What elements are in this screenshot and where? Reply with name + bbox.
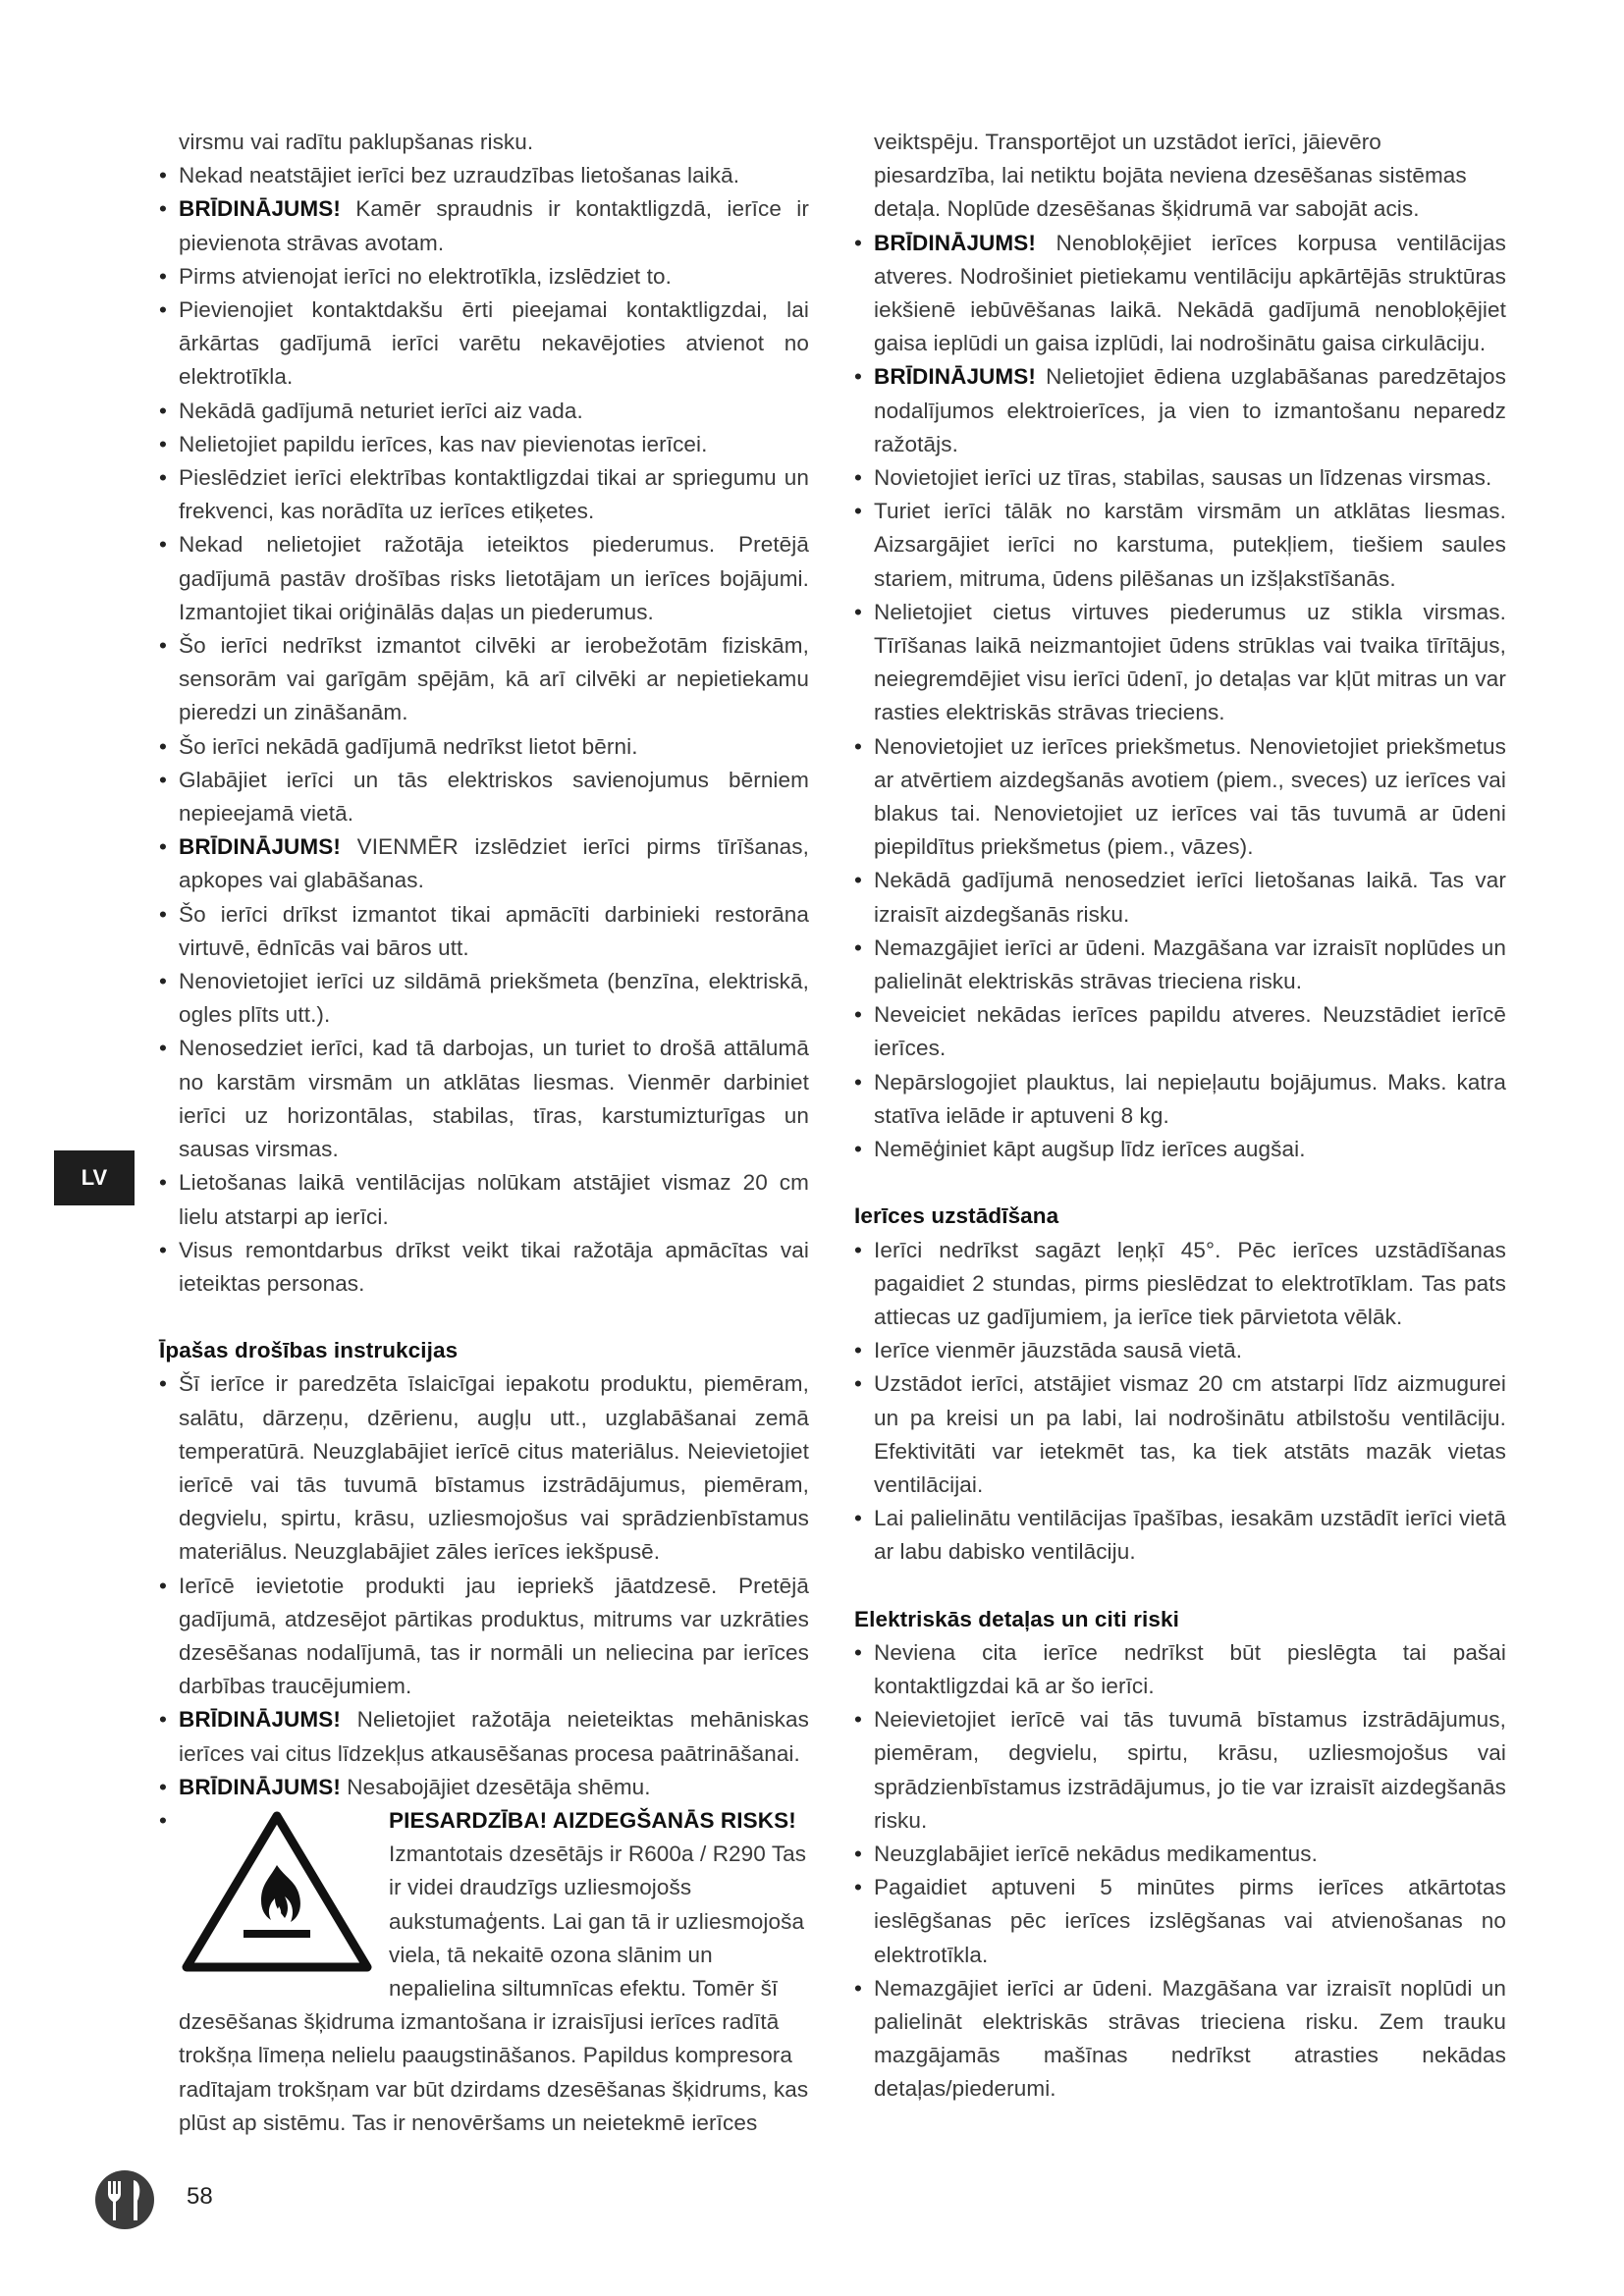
list-item: • Neuzglabājiet ierīcē nekādus medikamentus.: [854, 1838, 1506, 1871]
list-item: • Neveiciet nekādas ierīces papildu atveres. Neuzstādiet ierīcē ierīces.: [854, 998, 1506, 1065]
left-column: [159, 126, 809, 2140]
list-item: • Lietošanas laikā ventilācijas nolūkam atstājiet vismaz 20 cm lielu atstarpi ap ierīci.: [159, 1166, 809, 1233]
list-item: [159, 830, 809, 897]
list-item-text: Izmantotais dzesētājs ir R600a / R290 Tas ir videi draudzīgs uzliesmojošs aukstumaģents. Lai gan tā ir uzliesmojoša viela, tā nekaitē ozona slānim un nepalielina siltumnīcas efektu. Tomēr šī dzesēšanas šķidruma izmantošana ir izraisījusi ierīces radītā trokšņa līmeņa nelielu paaugstināšanos. Papildus kompresora radītajam trokšņam var būt dzirdams dzesēšanas šķidrums, kas plūst ap sistēmu. Tas ir nenovēršams un neietekmē ierīces: [179, 1842, 809, 2135]
list-item-text: Nelietojiet ražotāja neieteiktas mehāniskas ierīces vai citus līdzekļus atkausēšanas procesa paātrināšanai.: [179, 1707, 809, 1766]
flammable-warning-icon: [179, 1808, 375, 1975]
list-item: • Ierīci nedrīkst sagāzt leņķī 45°. Pēc ierīces uzstādīšanas pagaidiet 2 stundas, pirms pieslēdzat to elektrotīklam. Tas pats attiecas uz gadījumiem, ja ierīce tiek pārvietota vēlāk.: [854, 1234, 1506, 1335]
list-item: • Novietojiet ierīci uz tīras, stabilas, sausas un līdzenas virsmas.: [854, 461, 1506, 495]
section-heading: Īpašas drošības instrukcijas: [159, 1338, 459, 1363]
list-item: • Šo ierīci nekādā gadījumā nedrīkst lietot bērni.: [159, 730, 809, 764]
list-item-text: VIENMĒR izslēdziet ierīci pirms tīrīšanas, apkopes vai glabāšanas.: [179, 834, 809, 893]
list-item: • Neviena cita ierīce nedrīkst būt pieslēgta tai pašai kontaktligzdai kā ar šo ierīci.: [854, 1636, 1506, 1703]
list-item-text: Nelietojiet ēdiena uzglabāšanas paredzētajos nodalījumos elektroierīces, ja vien to izmantošanu neparedz ražotājs.: [874, 364, 1506, 456]
warning-label: BRĪDINĀJUMS!: [179, 196, 341, 222]
list-item: [159, 1804, 809, 2140]
list-item: • Glabājiet ierīci un tās elektriskos savienojumus bērniem nepieejamā vietā.: [159, 764, 809, 830]
list-item: • Nekādā gadījumā neturiet ierīci aiz vada.: [159, 395, 809, 428]
continued-text: virsmu vai radītu paklupšanas risku.: [179, 130, 534, 154]
language-tab: LV: [54, 1150, 135, 1205]
list-item: • Nemazgājiet ierīci ar ūdeni. Mazgāšana var izraisīt noplūdi un palielināt elektriskās strāvas trieciena risku. Zem trauku mazgājamās mašīnas nedrīkst atrasties nekādas detaļas/piederumi.: [854, 1972, 1506, 2107]
list-item: • Nepārslogojiet plauktus, lai nepieļautu bojājumus. Maks. katra statīva ielāde ir aptuveni 8 kg.: [854, 1066, 1506, 1133]
list-item: • Nekad nelietojiet ražotāja ieteiktos piederumus. Pretējā gadījumā pastāv drošības risks lietotājam un ierīces bojājumi. Izmantojiet tikai oriģinālās daļas un piederumus.: [159, 528, 809, 629]
warning-label: BRĪDINĀJUMS!: [874, 230, 1036, 255]
list-item: • Uzstādot ierīci, atstājiet vismaz 20 cm atstarpi līdz aizmugurei un pa kreisi un pa labi, lai nodrošinātu atbilstošu ventilāciju. Efektivitāti var ietekmēt tas, ka tiek atstāts mazāk vietas ventilācijai.: [854, 1367, 1506, 1502]
list-item: [159, 192, 809, 259]
list-item: • Nelietojiet cietus virtuves piederumus uz stikla virsmas. Tīrīšanas laikā neizmantojiet ūdens strūklas vai tvaika tīrītājus, neiegremdējiet visu ierīci ūdenī, jo detaļas var kļūt mitras un var rasties elektriskās strāvas trieciens.: [854, 596, 1506, 730]
list-item: • Nekādā gadījumā nenosedziet ierīci lietošanas laikā. Tas var izraisīt aizdegšanās risku.: [854, 864, 1506, 931]
warning-label: BRĪDINĀJUMS!: [179, 1774, 341, 1799]
section-heading: Elektriskās detaļas un citi riski: [854, 1606, 1179, 1631]
cutlery-icon: [94, 2169, 155, 2230]
list-item: [854, 227, 1506, 361]
list-item: [159, 1703, 809, 1770]
list-item: • Šī ierīce ir paredzēta īslaicīgai iepakotu produktu, piemēram, salātu, dārzeņu, dzērienu, augļu utt., uzglabāšanai zemā temperatūrā. Neuzglabājiet ierīcē citus materiālus. Neievietojiet ierīcē vai tās tuvumā bīstamus izstrādājumus, piemēram, degvielu, spirtu, krāsu, uzliesmojošus vai sprādzienbīstamus materiālus. Neuzglabājiet zāles ierīces iekšpusē.: [159, 1367, 809, 1569]
list-item: • Pieslēdziet ierīci elektrības kontaktligzdai tikai ar spriegumu un frekvenci, kas norādīta uz ierīces etiķetes.: [159, 461, 809, 528]
list-item-text: Kamēr spraudnis ir kontaktligzdā, ierīce ir pievienota strāvas avotam.: [179, 196, 809, 255]
list-item: • Visus remontdarbus drīkst veikt tikai ražotāja apmācītas vai ieteiktas personas.: [159, 1234, 809, 1301]
page-number: 58: [187, 2183, 213, 2210]
section-heading: Ierīces uzstādīšana: [854, 1203, 1059, 1229]
list-item: • Ierīcē ievietotie produkti jau iepriekš jāatdzesē. Pretējā gadījumā, atdzesējot pārtikas produktus, mitrums var uzkrāties dzesēšanas nodalījumā, tas ir normāli un neliecina par ierīces darbības traucējumiem.: [159, 1570, 809, 1704]
list-item: • Nenovietojiet ierīci uz sildāmā priekšmeta (benzīna, elektriskā, ogles plīts utt.).: [159, 965, 809, 1032]
list-item: • Nekad neatstājiet ierīci bez uzraudzības lietošanas laikā.: [159, 159, 809, 192]
list-item: [854, 360, 1506, 461]
warning-label: BRĪDINĀJUMS!: [874, 364, 1036, 390]
continued-text: veiktspēju. Transportējot un uzstādot ierīci, jāievēro piesardzība, lai netiktu bojāta neviena dzesēšanas sistēmas detaļa. Noplūde dzesēšanas šķidrumā var sabojāt acis.: [874, 130, 1467, 222]
list-item: • Šo ierīci nedrīkst izmantot cilvēki ar ierobežotām fiziskām, sensorām vai garīgām spējām, kā arī cilvēki ar nepietiekamu pieredzi un zināšanām.: [159, 629, 809, 730]
warning-label: PIESARDZĪBA! AIZDEGŠANĀS RISKS!: [389, 1807, 796, 1833]
list-item: • Turiet ierīci tālāk no karstām virsmām un atklātas liesmas. Aizsargājiet ierīci no karstuma, putekļiem, tiešiem saules stariem, mitruma, ūdens pilēšanas un izšļakstīšanās.: [854, 495, 1506, 596]
list-item: • Pirms atvienojat ierīci no elektrotīkla, izslēdziet to.: [159, 260, 809, 294]
list-item: • Lai palielinātu ventilācijas īpašības, iesakām uzstādīt ierīci vietā ar labu dabisko ventilāciju.: [854, 1502, 1506, 1569]
list-item-text: Nesabojājiet dzesētāja shēmu.: [340, 1774, 651, 1799]
list-item: • Ierīce vienmēr jāuzstāda sausā vietā.: [854, 1334, 1506, 1367]
list-item: • Pievienojiet kontaktdakšu ērti pieejamai kontaktligzdai, lai ārkārtas gadījumā ierīci varētu nekavējoties atvienot no elektrotīkla.: [159, 294, 809, 395]
list-item: [159, 1771, 809, 1804]
list-item: • Nemazgājiet ierīci ar ūdeni. Mazgāšana var izraisīt noplūdes un palielināt elektriskās strāvas trieciena risku.: [854, 932, 1506, 998]
list-item: • Nemēģiniet kāpt augšup līdz ierīces augšai.: [854, 1133, 1506, 1166]
list-item: • Nelietojiet papildu ierīces, kas nav pievienotas ierīcei.: [159, 428, 809, 461]
warning-label: BRĪDINĀJUMS!: [179, 834, 341, 860]
list-item: • Šo ierīci drīkst izmantot tikai apmācīti darbinieki restorāna virtuvē, ēdnīcās vai bāros utt.: [159, 898, 809, 965]
list-item: • Neievietojiet ierīcē vai tās tuvumā bīstamus izstrādājumus, piemēram, degvielu, spirtu, krāsu, uzliesmojošus vai sprādzienbīstamus izstrādājumus, jo tie var izraisīt aizdegšanās risku.: [854, 1703, 1506, 1838]
list-item: • Nenosedziet ierīci, kad tā darbojas, un turiet to drošā attālumā no karstām virsmām un atklātas liesmas. Vienmēr darbiniet ierīci uz horizontālas, stabilas, tīras, karstumizturīgas un sausas virsmas.: [159, 1032, 809, 1166]
list-item: • Pagaidiet aptuveni 5 minūtes pirms ierīces atkārtotas ieslēgšanas pēc ierīces izslēgšanas vai atvienošanas no elektrotīkla.: [854, 1871, 1506, 1972]
list-item-text: Nenobloķējiet ierīces korpusa ventilācijas atveres. Nodrošiniet pietiekamu ventilāciju apkārtējās struktūras iekšienē iebūvēšanas laikā. Nekādā gadījumā nenobloķējiet gaisa ieplūdi un gaisa izplūdi, lai nodrošinātu gaisa cirkulāciju.: [874, 230, 1506, 356]
list-item: • Nenovietojiet uz ierīces priekšmetus. Nenovietojiet priekšmetus ar atvērtiem aizdegšanās avotiem (piem., sveces) uz ierīces vai blakus tai. Nenovietojiet uz ierīces vai tās tuvumā ar ūdeni piepildītus priekšmetus (piem., vāzes).: [854, 730, 1506, 865]
warning-label: BRĪDINĀJUMS!: [179, 1707, 341, 1733]
right-column: [854, 126, 1506, 2107]
